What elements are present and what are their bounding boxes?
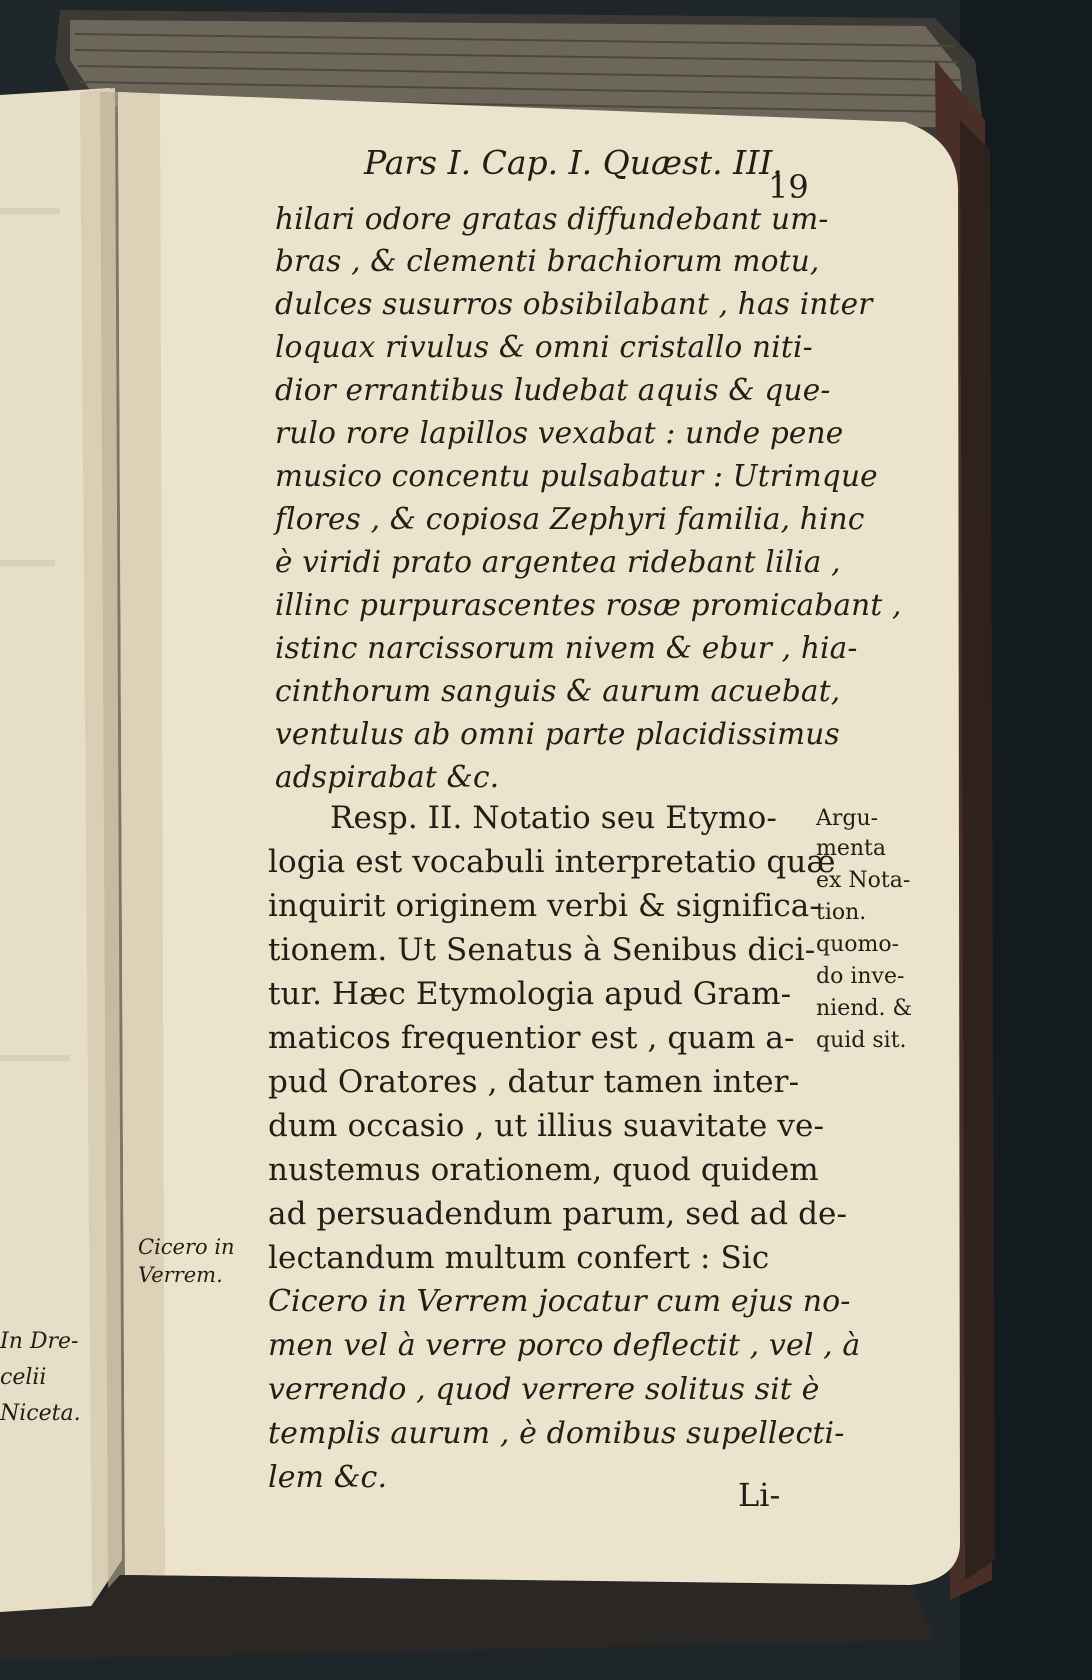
facing-page-note: In Dre- <box>0 1329 79 1354</box>
body-line: musico concentu pulsabatur : Utrimque <box>275 459 878 493</box>
page-number: 19 <box>768 168 809 206</box>
resp-line: lectandum multum confert : Sic <box>268 1240 770 1276</box>
cicero-line: verrendo , quod verrere solitus sit è <box>268 1372 820 1407</box>
body-line: hilari odore gratas diffundebant um- <box>275 202 829 236</box>
body-line: flores , & copiosa Zephyri familia, hinc <box>275 502 865 536</box>
catchword: Li- <box>738 1476 781 1514</box>
body-line: bras , & clementi brachiorum motu, <box>275 244 820 278</box>
resp-line: dum occasio , ut illius suavitate ve- <box>268 1108 825 1144</box>
body-line: è viridi prato argentea ridebant lilia , <box>275 545 841 579</box>
body-line: dulces susurros obsibilabant , has inter <box>275 287 873 321</box>
margin-note-right: ex Nota- <box>816 868 911 893</box>
body-line: adspirabat &c. <box>275 760 500 794</box>
resp-line: nustemus orationem, quod quidem <box>268 1152 819 1188</box>
resp-line-heading: Resp. II. Notatio seu Etymo- <box>330 800 777 836</box>
running-head: Pars I. Cap. I. Quæst. III. <box>364 143 783 182</box>
resp-line: tur. Hæc Etymologia apud Gram- <box>268 976 792 1012</box>
body-line: illinc purpurascentes rosæ promicabant , <box>275 588 902 622</box>
resp-line: ad persuadendum parum, sed ad de- <box>268 1196 848 1232</box>
resp-line: maticos frequentior est , quam a- <box>268 1020 795 1056</box>
facing-page-note: Niceta. <box>0 1401 81 1426</box>
margin-note-right: tion. <box>816 900 867 925</box>
resp-line: logia est vocabuli interpretatio quæ <box>268 844 836 880</box>
cicero-line: men vel à verre porco deflectit , vel , à <box>268 1328 861 1363</box>
resp-line: inquirit originem verbi & significa- <box>268 888 820 924</box>
body-line: dior errantibus ludebat aquis & que- <box>275 373 831 407</box>
body-line: cinthorum sanguis & aurum acuebat, <box>275 674 841 708</box>
body-line: ventulus ab omni parte placidissimus <box>275 717 840 751</box>
body-line: loquax rivulus & omni cristallo niti- <box>275 330 813 364</box>
facing-page-note: celii <box>0 1365 47 1390</box>
margin-note-right: do inve- <box>816 964 905 989</box>
cicero-line: lem &c. <box>268 1460 388 1495</box>
margin-note-left: Cicero in <box>138 1235 235 1259</box>
margin-note-right: Argu- <box>816 806 879 831</box>
margin-note-left: Verrem. <box>138 1263 223 1287</box>
body-line: rulo rore lapillos vexabat : unde pene <box>275 416 844 450</box>
resp-line: pud Oratores , datur tamen inter- <box>268 1064 800 1100</box>
cicero-line: Cicero in Verrem jocatur cum ejus no- <box>268 1284 851 1319</box>
resp-line: tionem. Ut Senatus à Senibus dici- <box>268 932 816 968</box>
cicero-line: templis aurum , è domibus supellecti- <box>268 1416 845 1451</box>
margin-note-right: niend. & <box>816 996 913 1021</box>
margin-note-right: quid sit. <box>816 1028 907 1053</box>
margin-note-right: quomo- <box>816 932 900 957</box>
margin-note-right: menta <box>816 836 887 861</box>
body-line: istinc narcissorum nivem & ebur , hia- <box>275 631 858 665</box>
